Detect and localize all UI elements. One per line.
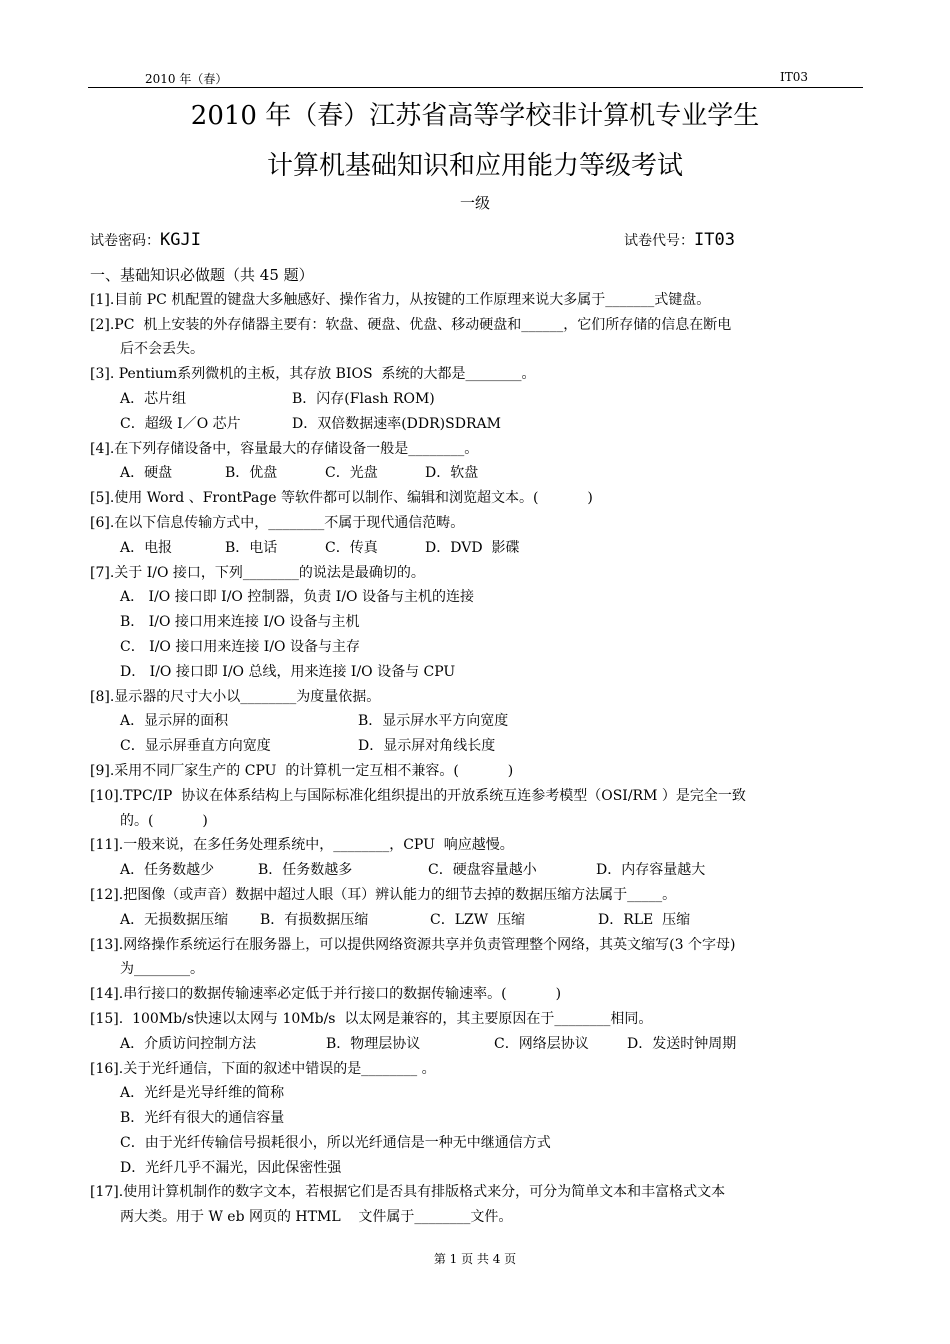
answer-option: D．双倍数据速率(DDR)SDRAM <box>292 415 501 432</box>
question-line: [11].一般来说，在多任务处理系统中，________，CPU 响应越慢。 <box>90 837 514 854</box>
answer-option: A．芯片组 <box>120 390 187 407</box>
option-row <box>90 536 865 561</box>
question-line: [7].关于 I/O 接口，下列________的说法是最确切的。 <box>90 564 425 581</box>
option-row <box>90 387 865 412</box>
answer-option: B．电话 <box>225 539 278 556</box>
page-footer: 第 1 页 共 4 页 <box>433 1252 517 1266</box>
option-row <box>90 461 865 486</box>
paper-id-label: 试卷代号： <box>624 233 694 249</box>
question-continuation: A． I/O 接口即 I/O 控制器，负责 I/O 设备与主机的连接 <box>120 589 474 606</box>
exam-title-line1: 2010 年（春）江苏省高等学校非计算机专业学生 <box>190 101 760 131</box>
option-row <box>90 734 865 759</box>
answer-option: B．闪存(Flash ROM) <box>292 390 435 407</box>
answer-option: A．硬盘 <box>120 465 173 482</box>
answer-option: C．显示屏垂直方向宽度 <box>120 738 271 755</box>
header-rule <box>88 87 863 88</box>
question-line: [17].使用计算机制作的数字文本，若根据它们是否具有排版格式来分，可分为简单文本和丰富格式文本 <box>90 1184 726 1201</box>
section-title: 一、基础知识必做题（共 45 题） <box>90 266 314 284</box>
answer-option: D．内存容量越大 <box>596 862 706 879</box>
answer-option: B．有损数据压缩 <box>260 911 369 928</box>
answer-option: C．传真 <box>325 539 378 556</box>
question-line: [6].在以下信息传输方式中，________不属于现代通信范畴。 <box>90 514 465 531</box>
question-line: [16].关于光纤通信，下面的叙述中错误的是________ 。 <box>90 1060 436 1077</box>
question-continuation: 两大类。用于 W eb 网页的 HTML 文件属于________文件。 <box>120 1209 513 1226</box>
exam-level: 一级 <box>459 194 490 212</box>
answer-option: A．介质访问控制方法 <box>120 1035 257 1052</box>
question-continuation: D． I/O 接口即 I/O 总线，用来连接 I/O 设备与 CPU <box>120 663 456 680</box>
question-continuation: B． I/O 接口用来连接 I/O 设备与主机 <box>120 614 360 631</box>
option-row <box>90 908 865 933</box>
answer-option: D．软盘 <box>425 465 479 482</box>
answer-option: C．超级 I／O 芯片 <box>120 415 241 432</box>
answer-option: D．发送时钟周期 <box>627 1035 737 1052</box>
answer-option: D．显示屏对角线长度 <box>358 738 496 755</box>
question-continuation: A．光纤是光导纤维的简称 <box>120 1085 285 1102</box>
question-line: [2].PC 机上安装的外存储器主要有：软盘、硬盘、优盘、移动硬盘和______，它们所存储的信息在断电 <box>90 316 732 333</box>
answer-option: C．硬盘容量越小 <box>428 862 537 879</box>
paper-id <box>624 230 735 250</box>
running-header-left: 2010 年（春） <box>145 72 228 86</box>
question-lines <box>90 288 865 1230</box>
answer-option: B．显示屏水平方向宽度 <box>358 713 509 730</box>
question-continuation: D．光纤几乎不漏光，因此保密性强 <box>120 1159 342 1176</box>
option-row <box>90 1032 865 1057</box>
question-continuation: 的。( ) <box>120 812 208 829</box>
question-line: [14].串行接口的数据传输速率必定低于并行接口的数据传输速率。( ) <box>90 986 562 1003</box>
paper-id-value: IT03 <box>694 230 735 250</box>
question-line: [12].把图像（或声音）数据中超过人眼（耳）辨认能力的细节去掉的数据压缩方法属于_____。 <box>90 886 677 903</box>
paper-code-value: KGJI <box>160 230 201 250</box>
question-line: [15]. 100Mb/s快速以太网与 10Mb/s 以太网是兼容的，其主要原因在于________相同。 <box>90 1010 653 1027</box>
question-line: [8].显示器的尺寸大小以________为度量依据。 <box>90 688 381 705</box>
answer-option: A．无损数据压缩 <box>120 911 229 928</box>
exam-title-line2: 计算机基础知识和应用能力等级考试 <box>266 151 683 181</box>
question-line: [5].使用 Word 、FrontPage 等软件都可以制作、编辑和浏览超文本。( ) <box>90 490 593 507</box>
question-line: [1].目前 PC 机配置的键盘大多触感好、操作省力，从按键的工作原理来说大多属于_______式键盘。 <box>90 291 711 308</box>
question-body <box>90 263 865 1230</box>
question-line: [4].在下列存储设备中，容量最大的存储设备一般是________。 <box>90 440 479 457</box>
question-continuation: 后不会丢失。 <box>120 341 204 358</box>
paper-code-label: 试卷密码： <box>90 233 160 249</box>
question-continuation: C．由于光纤传输信号损耗很小，所以光纤通信是一种无中继通信方式 <box>120 1134 551 1151</box>
answer-option: B．物理层协议 <box>326 1035 421 1052</box>
question-continuation: 为________。 <box>120 961 204 978</box>
answer-option: C．LZW 压缩 <box>430 911 526 928</box>
option-row <box>90 412 865 437</box>
question-continuation: C． I/O 接口用来连接 I/O 设备与主存 <box>120 638 360 655</box>
question-line: [13].网络操作系统运行在服务器上，可以提供网络资源共享并负责管理整个网络，其英文缩写(3 个字母) <box>90 936 736 953</box>
answer-option: A．显示屏的面积 <box>120 713 229 730</box>
answer-option: A．电报 <box>120 539 173 556</box>
question-line: [10].TPC/IP 协议在体系结构上与国际标准化组织提出的开放系统互连参考模型（OSI/RM ）是完全一致 <box>90 787 746 804</box>
answer-option: D．DVD 影碟 <box>425 539 520 556</box>
answer-option: B．优盘 <box>225 465 278 482</box>
answer-option: B．任务数越多 <box>258 862 353 879</box>
paper-code <box>90 230 201 250</box>
question-line: [3]. Pentium系列微机的主板，其存放 BIOS 系统的大都是________。 <box>90 366 536 383</box>
option-row <box>90 858 865 883</box>
running-header-right: IT03 <box>780 70 809 84</box>
answer-option: C．光盘 <box>325 465 378 482</box>
question-line: [9].采用不同厂家生产的 CPU 的计算机一定互相不兼容。( ) <box>90 762 514 779</box>
answer-option: A．任务数越少 <box>120 862 215 879</box>
question-continuation: B．光纤有很大的通信容量 <box>120 1110 285 1127</box>
answer-option: C．网络层协议 <box>494 1035 589 1052</box>
answer-option: D．RLE 压缩 <box>598 911 691 928</box>
option-row <box>90 709 865 734</box>
